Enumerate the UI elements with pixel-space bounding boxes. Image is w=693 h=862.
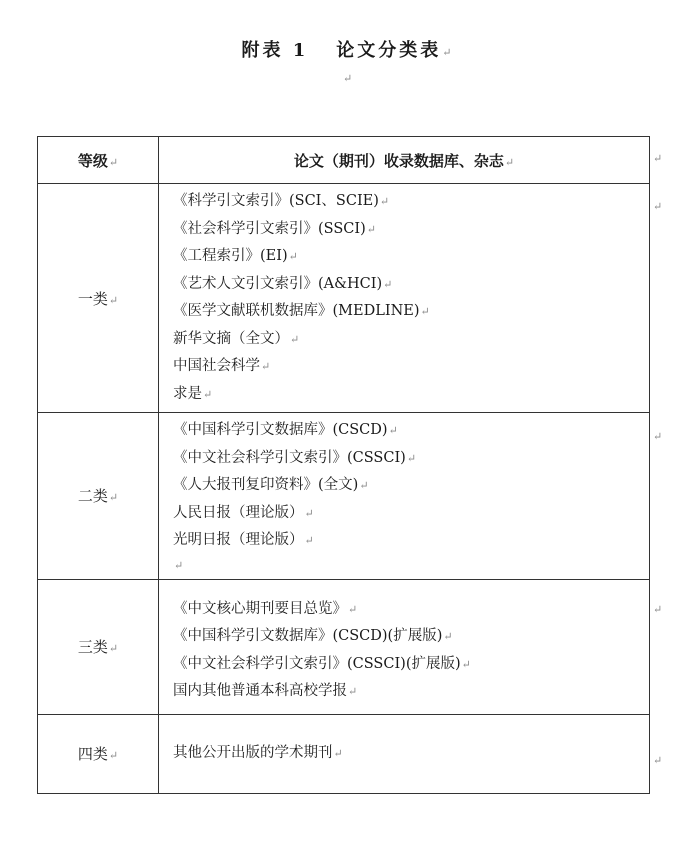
journal-item: 《中文社会科学引文索引》(CSSCI)↵ (173, 449, 417, 466)
paragraph-mark-icon: ↵ (108, 293, 119, 307)
paragraph-mark-icon: ↵ (261, 360, 271, 373)
paragraph-mark-icon: ↵ (504, 155, 515, 169)
paragraph-mark-icon: ↵ (333, 746, 343, 760)
paragraph-mark-icon: ↵ (443, 630, 453, 643)
paragraph-mark-icon: ↵ (379, 195, 390, 208)
journal-item: 《中国科学引文数据库》(CSCD)(扩展版)↵ (173, 628, 453, 644)
document-title (0, 36, 693, 62)
paragraph-mark-icon: ↵ (366, 222, 376, 236)
paragraph-mark-icon: ↵ (290, 332, 300, 346)
journal-item: 《艺术人文引文索引》(A&HCI)↵ (173, 275, 393, 292)
header-level-label: 等级 (77, 151, 108, 170)
paragraph-mark-icon: ↵ (653, 152, 663, 165)
journal-item: 《科学引文索引》(SCI、SCIE)↵ (173, 193, 390, 209)
level-label: 二类 (77, 487, 108, 506)
paragraph-mark-icon: ↵ (653, 603, 663, 616)
paragraph-mark-icon: ↵ (108, 491, 119, 505)
level-label: 三类 (77, 638, 108, 656)
journal-item: 《工程索引》(EI)↵ (173, 248, 298, 264)
journal-item: 《中文社会科学引文索引》(CSSCI)(扩展版)↵ (173, 655, 471, 672)
journal-item: 求是↵ (173, 385, 213, 402)
header-journals-label: 论文（期刊）收录数据库、杂志 (293, 151, 504, 170)
level-cell (38, 714, 159, 793)
journal-item: 光明日报（理论版）↵ (173, 532, 314, 548)
journal-item: 新华文摘（全文）↵ (173, 330, 300, 347)
paragraph-mark-icon: ↵ (653, 754, 663, 767)
paragraph-mark-icon: ↵ (203, 387, 213, 401)
table-row (38, 714, 650, 793)
paragraph-mark-icon: ↵ (420, 305, 430, 318)
table-row (38, 579, 650, 714)
paragraph-mark-icon: ↵ (388, 424, 398, 437)
title-table-name: 论文分类表 (336, 40, 442, 61)
journal-item: 《中文核心期刊要目总览》↵ (173, 600, 358, 617)
journal-item: 《医学文献联机数据库》(MEDLINE)↵ (173, 303, 430, 319)
level-cell (38, 184, 159, 413)
journal-item: 《人大报刊复印资料》(全文)↵ (173, 477, 369, 493)
paragraph-mark-icon: ↵ (461, 657, 471, 671)
paragraph-mark-icon: ↵ (174, 558, 184, 572)
title-appendix-label: 附表 1 (241, 40, 309, 61)
paragraph-mark-icon: ↵ (304, 506, 314, 520)
journal-item: 《社会科学引文索引》(SSCI)↵ (173, 220, 376, 237)
journals-cell (159, 184, 650, 413)
paragraph-mark-icon: ↵ (653, 430, 663, 443)
journal-item (173, 555, 649, 575)
level-cell (38, 579, 159, 714)
paragraph-mark-icon: ↵ (108, 642, 119, 655)
table-row (38, 184, 650, 413)
journal-item: 中国社会科学↵ (173, 358, 271, 374)
journals-cell (159, 413, 650, 580)
paragraph-mark-icon: ↵ (653, 200, 663, 213)
paragraph-mark-icon: ↵ (359, 479, 369, 492)
journal-item: 其他公开出版的学术期刊↵ (173, 744, 343, 761)
level-label: 四类 (77, 745, 108, 763)
paragraph-mark-icon: ↵ (348, 685, 358, 698)
journals-cell (159, 714, 650, 793)
paragraph-mark-icon: ↵ (288, 250, 298, 263)
paragraph-mark-icon: ↵ (108, 749, 119, 762)
paragraph-mark-icon: ↵ (348, 602, 358, 616)
paragraph-mark-icon: ↵ (304, 534, 314, 547)
header-journals-cell (159, 137, 650, 184)
paragraph-mark-icon: ↵ (108, 155, 119, 169)
journal-item: 人民日报（理论版）↵ (173, 504, 314, 521)
paragraph-mark-icon: ↵ (406, 451, 417, 465)
journal-item: 国内其他普通本科高校学报↵ (173, 683, 358, 699)
level-label: 一类 (77, 289, 108, 308)
paragraph-mark-icon: ↵ (343, 72, 353, 85)
table-header-row (38, 137, 650, 184)
journals-cell (159, 579, 650, 714)
table-row (38, 413, 650, 580)
classification-table (37, 136, 650, 794)
paragraph-mark-icon: ↵ (442, 46, 452, 59)
paragraph-mark-icon: ↵ (383, 277, 393, 291)
header-level-cell (38, 137, 159, 184)
journal-item: 《中国科学引文数据库》(CSCD)↵ (173, 422, 398, 438)
level-cell (38, 413, 159, 580)
